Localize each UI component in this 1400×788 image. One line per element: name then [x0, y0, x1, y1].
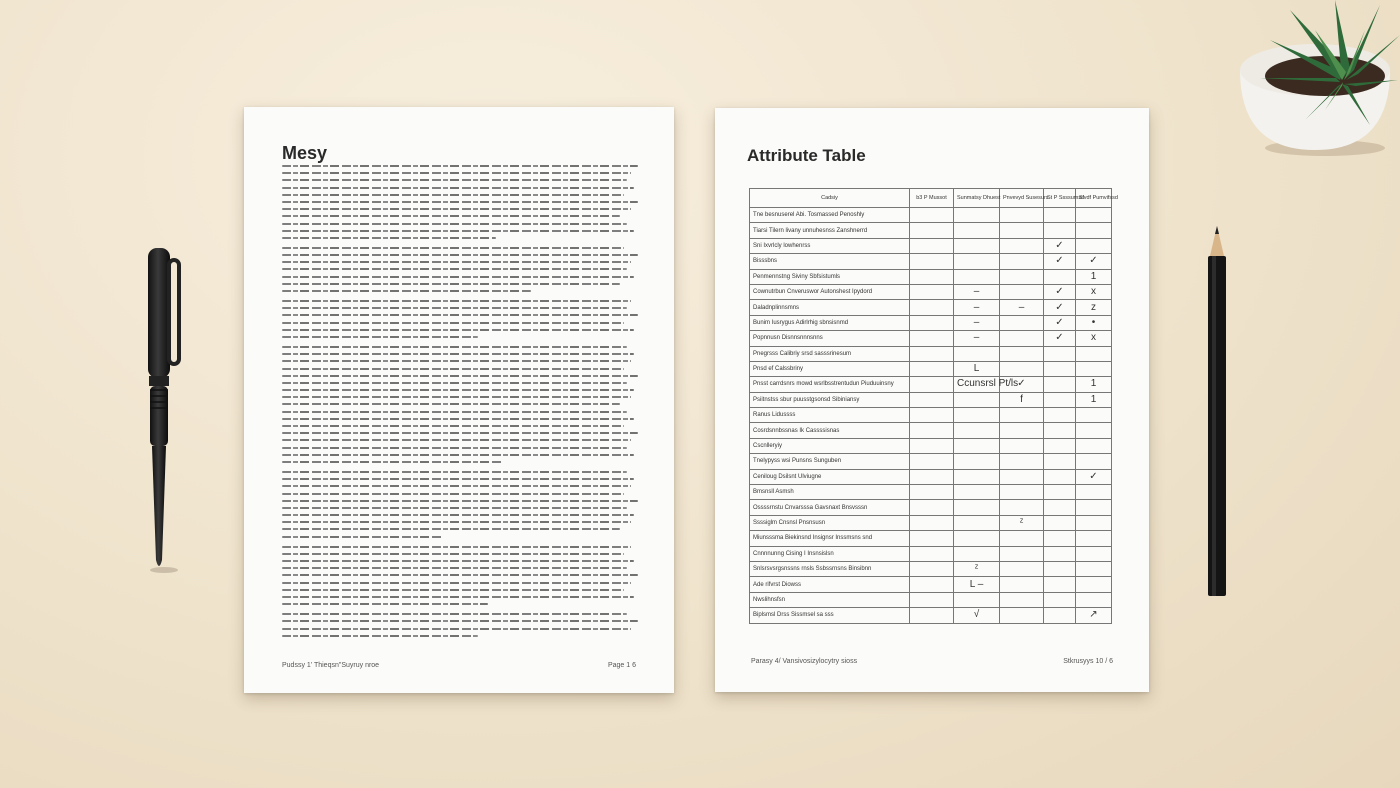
- table-mark-cell: [910, 392, 954, 407]
- table-header-cell: St P Ssssumsd: [1044, 189, 1076, 208]
- table-mark-cell: [1044, 423, 1076, 438]
- table-mark-cell: [1000, 361, 1044, 376]
- table-mark-cell: [910, 608, 954, 623]
- text-line: [282, 268, 627, 270]
- text-line: [282, 603, 488, 605]
- table-mark-cell: [1000, 408, 1044, 423]
- table-mark-cell: [1000, 531, 1044, 546]
- table-mark-cell: ✓: [1044, 238, 1076, 253]
- table-row: [750, 500, 1112, 515]
- table-row-label: Pnsst carrdsnrs mowd wsrlbsstrentudun Piuduuinsny: [750, 377, 910, 392]
- text-line: [282, 471, 627, 473]
- table-mark-cell: [1000, 315, 1044, 330]
- table-mark-cell: [1000, 546, 1044, 561]
- table-mark-cell: 1: [1076, 392, 1112, 407]
- table-mark-cell: ✓: [1076, 254, 1112, 269]
- table-row: [750, 454, 1112, 469]
- table-mark-cell: f: [1000, 392, 1044, 407]
- table-mark-cell: [1044, 208, 1076, 223]
- table-mark-cell: [954, 208, 1000, 223]
- table-mark-cell: [910, 515, 954, 530]
- right-document-title: Attribute Table: [747, 146, 866, 165]
- text-line: [282, 485, 631, 487]
- table-mark-cell: [1000, 423, 1044, 438]
- text-line: [282, 596, 634, 598]
- table-mark-cell: [954, 423, 1000, 438]
- attribute-table-body: [750, 208, 1112, 624]
- table-row-label: Ade rifvrst Diowss: [750, 577, 910, 592]
- text-line: [282, 536, 442, 538]
- table-row-label: Pnegrsss Calibriy srsd sasssrinesum: [750, 346, 910, 361]
- table-mark-cell: [1044, 608, 1076, 623]
- table-mark-cell: [1000, 454, 1044, 469]
- table-mark-cell: [1044, 500, 1076, 515]
- pen-clip: [169, 260, 179, 364]
- text-line: [282, 514, 634, 516]
- text-line: [282, 560, 634, 562]
- table-row-label: Snlsrsvsrgsnssns rnsls Ssbssrnsns Binsibnn: [750, 561, 910, 576]
- table-mark-cell: [954, 515, 1000, 530]
- table-row-label: Popnnusn Disnnsnnnsnns: [750, 331, 910, 346]
- table-mark-cell: [910, 561, 954, 576]
- text-line: [282, 546, 631, 548]
- black-pencil: [1204, 224, 1230, 600]
- table-row-label: Cscnlleryiy: [750, 438, 910, 453]
- table-row: [750, 208, 1112, 223]
- table-mark-cell: [1000, 269, 1044, 284]
- table-mark-cell: [954, 500, 1000, 515]
- text-line: [282, 201, 638, 203]
- text-line: [282, 208, 631, 210]
- table-mark-cell: [1000, 346, 1044, 361]
- table-mark-cell: [1000, 592, 1044, 607]
- table-mark-cell: [1044, 469, 1076, 484]
- table-mark-cell: [954, 392, 1000, 407]
- table-mark-cell: [954, 592, 1000, 607]
- table-mark-cell: [954, 531, 1000, 546]
- table-mark-cell: –: [954, 315, 1000, 330]
- text-line: [282, 567, 627, 569]
- table-mark-cell: [1076, 208, 1112, 223]
- text-line: [282, 237, 496, 239]
- table-header-cell: b3 P Mussot: [910, 189, 954, 208]
- text-line: [282, 247, 624, 249]
- table-row-label: Tnelypyss wsi Punsns Sunguben: [750, 454, 910, 469]
- table-mark-cell: ✓: [1044, 300, 1076, 315]
- table-mark-cell: •: [1076, 315, 1112, 330]
- table-row: [750, 392, 1112, 407]
- table-mark-cell: [1076, 577, 1112, 592]
- text-line: [282, 368, 624, 370]
- table-row: [750, 515, 1112, 530]
- pen-cap: [148, 248, 170, 378]
- table-mark-cell: [954, 408, 1000, 423]
- table-mark-cell: [954, 254, 1000, 269]
- table-mark-cell: ✓: [1044, 284, 1076, 299]
- table-mark-cell: [1044, 561, 1076, 576]
- table-mark-cell: [910, 315, 954, 330]
- table-row: [750, 469, 1112, 484]
- table-mark-cell: [910, 300, 954, 315]
- table-mark-cell: [1076, 592, 1112, 607]
- table-mark-cell: [1076, 438, 1112, 453]
- table-mark-cell: –: [954, 331, 1000, 346]
- text-line: [282, 521, 631, 523]
- table-row-label: Ssssiglm Cnsnsl Pnsnsusn: [750, 515, 910, 530]
- table-mark-cell: [954, 454, 1000, 469]
- text-line: [282, 574, 638, 576]
- text-line: [282, 300, 631, 302]
- text-line: [282, 589, 624, 591]
- text-line: [282, 389, 634, 391]
- table-row: [750, 561, 1112, 576]
- table-mark-cell: [1044, 346, 1076, 361]
- left-document-page: [244, 107, 674, 693]
- table-mark-cell: [910, 408, 954, 423]
- text-line: [282, 507, 627, 509]
- attribute-table: [749, 188, 1118, 624]
- table-row: [750, 592, 1112, 607]
- table-mark-cell: [910, 254, 954, 269]
- table-mark-cell: [1076, 546, 1112, 561]
- table-row-label: Daladnplinnsmns: [750, 300, 910, 315]
- table-mark-cell: [954, 269, 1000, 284]
- table-mark-cell: [910, 346, 954, 361]
- left-document-body-text: [282, 165, 638, 642]
- table-mark-cell: [1044, 361, 1076, 376]
- table-mark-cell: [910, 577, 954, 592]
- table-mark-cell: [910, 546, 954, 561]
- table-mark-cell: –: [954, 300, 1000, 315]
- text-line: [282, 403, 620, 405]
- table-mark-cell: [910, 208, 954, 223]
- text-line: [282, 528, 620, 530]
- text-line: [282, 336, 478, 338]
- table-mark-cell: [954, 438, 1000, 453]
- table-mark-cell: 1: [1076, 377, 1112, 392]
- table-mark-cell: √: [954, 608, 1000, 623]
- table-mark-cell: [1076, 423, 1112, 438]
- table-mark-cell: –: [1000, 300, 1044, 315]
- table-mark-cell: [910, 531, 954, 546]
- table-row: [750, 238, 1112, 253]
- text-line: [282, 500, 638, 502]
- table-row-label: Cnnnnunng Cising I Insnsislsn: [750, 546, 910, 561]
- text-line: [282, 425, 624, 427]
- text-line: [282, 346, 627, 348]
- text-line: [282, 276, 634, 278]
- table-row-label: Miunsssma Biekinsnd Insignsr Inssmsns snd: [750, 531, 910, 546]
- table-mark-cell: [1000, 438, 1044, 453]
- table-row-label: Tne besnuserel Abi. Tosmassed Penoshly: [750, 208, 910, 223]
- text-line: [282, 620, 638, 622]
- table-row: [750, 223, 1112, 238]
- text-line: [282, 411, 627, 413]
- table-mark-cell: [1000, 284, 1044, 299]
- table-row: [750, 254, 1112, 269]
- table-mark-cell: ᶻ: [954, 561, 1000, 576]
- text-line: [282, 635, 478, 637]
- text-line: [282, 461, 503, 463]
- table-mark-cell: ↗: [1076, 608, 1112, 623]
- table-row-label: Biplsmsl Drss Sissmsel sa sss: [750, 608, 910, 623]
- table-header-cell: Pnvevyd Susesurs: [1000, 189, 1044, 208]
- table-row-label: Sni Ixvrlcly lowhenrss: [750, 238, 910, 253]
- table-mark-cell: [1076, 500, 1112, 515]
- table-row: [750, 315, 1112, 330]
- text-line: [282, 478, 634, 480]
- table-row-label: Cosrdsnnbssnas Ik Cassssisnas: [750, 423, 910, 438]
- table-row-label: Ceniloug Dsilsnt Ulviugne: [750, 469, 910, 484]
- left-document-title: Mesy: [282, 143, 328, 163]
- table-mark-cell: 1: [1076, 269, 1112, 284]
- text-line: [282, 261, 631, 263]
- left-document-footer-page-number: Page 1 6: [607, 662, 636, 669]
- black-pen: [140, 240, 186, 574]
- text-line: [282, 283, 620, 285]
- text-line: [282, 613, 627, 615]
- table-mark-cell: [1044, 377, 1076, 392]
- table-mark-cell: ✓: [1000, 377, 1044, 392]
- text-line: [282, 322, 624, 324]
- table-mark-cell: [1044, 454, 1076, 469]
- table-mark-cell: [1076, 531, 1112, 546]
- text-line: [282, 314, 638, 316]
- table-mark-cell: [910, 331, 954, 346]
- table-row: [750, 346, 1112, 361]
- table-row-label: Ossssrnstu Cnvarsssa Gavsnaxt Bnsvsssn: [750, 500, 910, 515]
- table-mark-cell: L: [954, 361, 1000, 376]
- text-line: [282, 396, 631, 398]
- table-mark-cell: L –: [954, 577, 1000, 592]
- table-mark-cell: [1044, 223, 1076, 238]
- table-row: [750, 423, 1112, 438]
- table-mark-cell: [910, 469, 954, 484]
- table-mark-cell: [910, 284, 954, 299]
- table-row-label: Psiitnstss sbur puusstgsonsd Sibiniansy: [750, 392, 910, 407]
- right-document-page: [715, 108, 1149, 692]
- text-line: [282, 307, 627, 309]
- table-row: [750, 438, 1112, 453]
- text-line: [282, 382, 627, 384]
- text-line: [282, 179, 627, 181]
- table-mark-cell: ✓: [1044, 331, 1076, 346]
- table-mark-cell: [1044, 392, 1076, 407]
- table-mark-cell: [910, 238, 954, 253]
- text-line: [282, 223, 627, 225]
- table-mark-cell: Ccunsrsl Pt/ls: [954, 377, 1000, 392]
- table-mark-cell: [1000, 561, 1044, 576]
- table-row: [750, 361, 1112, 376]
- text-line: [282, 329, 634, 331]
- text-line: [282, 230, 634, 232]
- text-line: [282, 454, 634, 456]
- text-line: [282, 439, 631, 441]
- table-mark-cell: [1076, 346, 1112, 361]
- text-line: [282, 172, 631, 174]
- table-row: [750, 485, 1112, 500]
- table-mark-cell: [910, 454, 954, 469]
- table-mark-cell: [954, 238, 1000, 253]
- table-mark-cell: [1076, 515, 1112, 530]
- table-mark-cell: [910, 269, 954, 284]
- table-mark-cell: [954, 546, 1000, 561]
- table-row: [750, 377, 1112, 392]
- table-mark-cell: [1000, 469, 1044, 484]
- table-mark-cell: [910, 377, 954, 392]
- table-mark-cell: [1076, 485, 1112, 500]
- table-mark-cell: –: [954, 284, 1000, 299]
- text-line: [282, 447, 627, 449]
- table-row-label: Ranus Lidussss: [750, 408, 910, 423]
- text-line: [282, 353, 634, 355]
- table-row-label: Bisssbns: [750, 254, 910, 269]
- text-line: [282, 418, 634, 420]
- table-mark-cell: [1000, 223, 1044, 238]
- table-mark-cell: [1000, 485, 1044, 500]
- table-mark-cell: [1044, 515, 1076, 530]
- table-mark-cell: [1000, 208, 1044, 223]
- table-mark-cell: [1076, 361, 1112, 376]
- table-mark-cell: [1044, 546, 1076, 561]
- table-mark-cell: [1044, 592, 1076, 607]
- table-header-cell: S'vdf Pumvifssd: [1076, 189, 1112, 208]
- table-mark-cell: [1000, 577, 1044, 592]
- text-line: [282, 375, 638, 377]
- table-mark-cell: [1000, 331, 1044, 346]
- table-mark-cell: [1076, 223, 1112, 238]
- table-row-label: Cownutrbun Cnveruswor Autonshest Ipydord: [750, 284, 910, 299]
- table-mark-cell: [1044, 408, 1076, 423]
- text-line: [282, 553, 624, 555]
- table-row-label: Penmennstng Siviny Sbfsistumls: [750, 269, 910, 284]
- text-line: [282, 290, 531, 292]
- text-line: [282, 254, 638, 256]
- table-mark-cell: [910, 361, 954, 376]
- table-mark-cell: [1076, 454, 1112, 469]
- table-mark-cell: [910, 438, 954, 453]
- table-row-label: Tiarsi Tilern livany unnuhesnss Zanshnerrd: [750, 223, 910, 238]
- table-mark-cell: [910, 500, 954, 515]
- table-row-label: Nwslihnsfsn: [750, 592, 910, 607]
- table-mark-cell: ✓: [1044, 315, 1076, 330]
- potted-plant: [1230, 0, 1400, 160]
- table-mark-cell: z: [1076, 300, 1112, 315]
- table-row: [750, 269, 1112, 284]
- text-line: [282, 194, 624, 196]
- table-mark-cell: [1044, 269, 1076, 284]
- table-row: [750, 300, 1112, 315]
- table-header-cell: Cadsiy: [750, 189, 910, 208]
- table-mark-cell: x: [1076, 331, 1112, 346]
- table-mark-cell: [1000, 608, 1044, 623]
- text-line: [282, 493, 624, 495]
- table-mark-cell: [1044, 438, 1076, 453]
- table-mark-cell: x: [1076, 284, 1112, 299]
- table-mark-cell: ✓: [1044, 254, 1076, 269]
- table-mark-cell: [1000, 500, 1044, 515]
- table-row-label: Pnsd ef Calssbriny: [750, 361, 910, 376]
- text-line: [282, 187, 634, 189]
- table-mark-cell: [910, 223, 954, 238]
- table-mark-cell: [910, 485, 954, 500]
- table-row-label: Bunim Iusrygus Adirlrhig sbnsisnmd: [750, 315, 910, 330]
- right-document-footer-left: Parasy 4/ Vansivosizylocytry sioss: [751, 658, 858, 665]
- table-mark-cell: [1000, 238, 1044, 253]
- table-row: [750, 284, 1112, 299]
- table-mark-cell: [1044, 577, 1076, 592]
- table-row: [750, 331, 1112, 346]
- table-mark-cell: [1076, 408, 1112, 423]
- table-mark-cell: [910, 423, 954, 438]
- text-line: [282, 360, 631, 362]
- table-mark-cell: [1076, 561, 1112, 576]
- table-mark-cell: [1044, 531, 1076, 546]
- table-mark-cell: ᶻ: [1000, 515, 1044, 530]
- attribute-table-header-row: [750, 189, 1112, 208]
- right-document-footer-page-number: Stkrusyys 10 / 6: [1063, 658, 1113, 665]
- text-line: [282, 432, 638, 434]
- table-header-cell: Sunmatsy Dhuest: [954, 189, 1000, 208]
- table-mark-cell: [1076, 238, 1112, 253]
- table-mark-cell: [1000, 254, 1044, 269]
- table-row: [750, 577, 1112, 592]
- table-row-label: Bmsnsll Asmsh: [750, 485, 910, 500]
- left-document-footer-left: Pudssy 1' Thieqsn"Suyruy nroe: [282, 662, 380, 669]
- text-line: [282, 165, 638, 167]
- table-mark-cell: [910, 592, 954, 607]
- text-line: [282, 628, 631, 630]
- table-mark-cell: [954, 223, 1000, 238]
- table-mark-cell: [954, 346, 1000, 361]
- table-row: [750, 608, 1112, 623]
- table-mark-cell: [954, 485, 1000, 500]
- text-line: [282, 215, 620, 217]
- text-line: [282, 582, 631, 584]
- table-mark-cell: [1044, 485, 1076, 500]
- table-row: [750, 408, 1112, 423]
- table-mark-cell: [954, 469, 1000, 484]
- table-row: [750, 531, 1112, 546]
- table-row: [750, 546, 1112, 561]
- table-mark-cell: ✓: [1076, 469, 1112, 484]
